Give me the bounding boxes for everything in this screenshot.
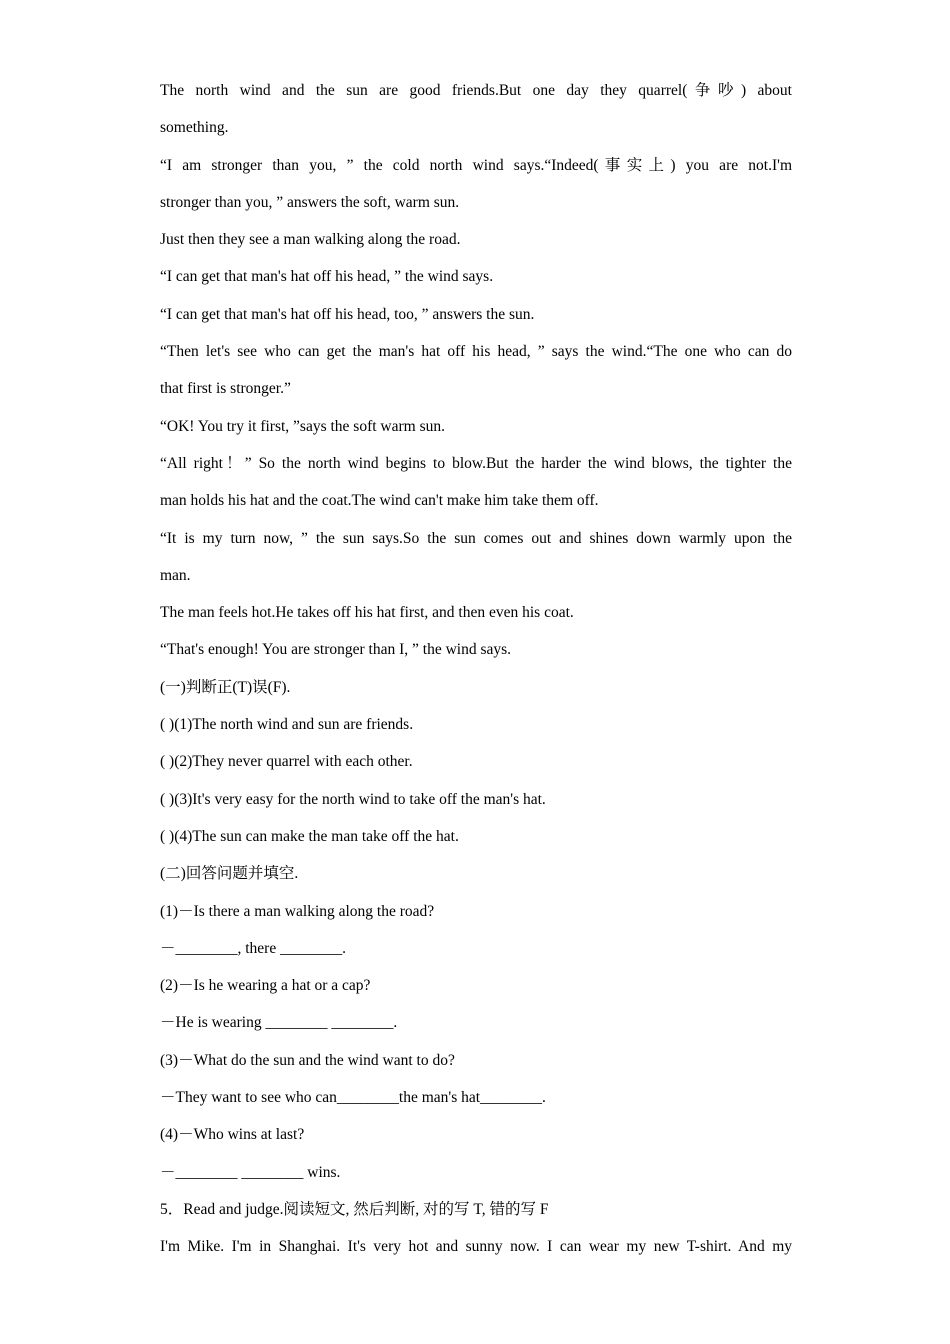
judge-item: ( )(1)The north wind and sun are friends. bbox=[160, 716, 414, 734]
answer-line: －________ ________ wins. bbox=[160, 1163, 341, 1181]
section5-text-line: I'm Mike. I'm in Shanghai. It's very hot and sunny now. I can wear my new T-shirt. And my bbox=[160, 1238, 792, 1256]
story-line: Just then they see a man walking along the road. bbox=[160, 231, 461, 249]
story-line: “I can get that man's hat off his head, too, ” answers the sun. bbox=[160, 305, 535, 323]
story-line: man holds his hat and the coat.The wind can't make him take them off. bbox=[160, 492, 599, 510]
story-line: “I am stronger than you, ” the cold north wind says.“Indeed(事实上) you are not.I'm bbox=[160, 156, 792, 174]
story-line: The man feels hot.He takes off his hat first, and then even his coat. bbox=[160, 604, 574, 622]
section5-heading: 5．Read and judge.阅读短文, 然后判断, 对的写 T, 错的写 F bbox=[160, 1200, 549, 1218]
story-line: something. bbox=[160, 119, 229, 137]
part1-heading: (一)判断正(T)误(F). bbox=[160, 678, 291, 696]
answer-line: －He is wearing ________ ________. bbox=[160, 1014, 398, 1032]
story-line: man. bbox=[160, 566, 191, 584]
story-line: “That's enough! You are stronger than I, ” the wind says. bbox=[160, 641, 512, 659]
document-page bbox=[160, 72, 792, 1266]
question-line: (2)－Is he wearing a hat or a cap? bbox=[160, 977, 371, 995]
story-line: “OK! You try it first, ”says the soft warm sun. bbox=[160, 417, 446, 435]
judge-item: ( )(3)It's very easy for the north wind to take off the man's hat. bbox=[160, 790, 546, 808]
judge-item: ( )(2)They never quarrel with each other. bbox=[160, 753, 413, 771]
question-line: (1)－Is there a man walking along the road? bbox=[160, 902, 435, 920]
story-line: stronger than you, ” answers the soft, warm sun. bbox=[160, 193, 460, 211]
story-line: The north wind and the sun are good friends.But one day they quarrel(争吵) about bbox=[160, 82, 792, 99]
judge-item: ( )(4)The sun can make the man take off the hat. bbox=[160, 827, 459, 845]
question-line: (4)－Who wins at last? bbox=[160, 1126, 305, 1144]
question-line: (3)－What do the sun and the wind want to do? bbox=[160, 1051, 455, 1069]
story-line: “It is my turn now, ” the sun says.So the sun comes out and shines down warmly upon the bbox=[160, 529, 792, 547]
answer-line: －________, there ________. bbox=[160, 939, 346, 957]
story-line: “Then let's see who can get the man's hat off his head, ” says the wind.“The one who can do bbox=[160, 343, 792, 361]
part2-heading: (二)回答问题并填空. bbox=[160, 865, 299, 883]
story-line: “All right！” So the north wind begins to blow.But the harder the wind blows, the tighter the bbox=[160, 454, 792, 472]
answer-line: －They want to see who can________the man's hat________. bbox=[160, 1089, 546, 1107]
story-line: that first is stronger.” bbox=[160, 380, 291, 398]
story-line: “I can get that man's hat off his head, ” the wind says. bbox=[160, 268, 494, 286]
